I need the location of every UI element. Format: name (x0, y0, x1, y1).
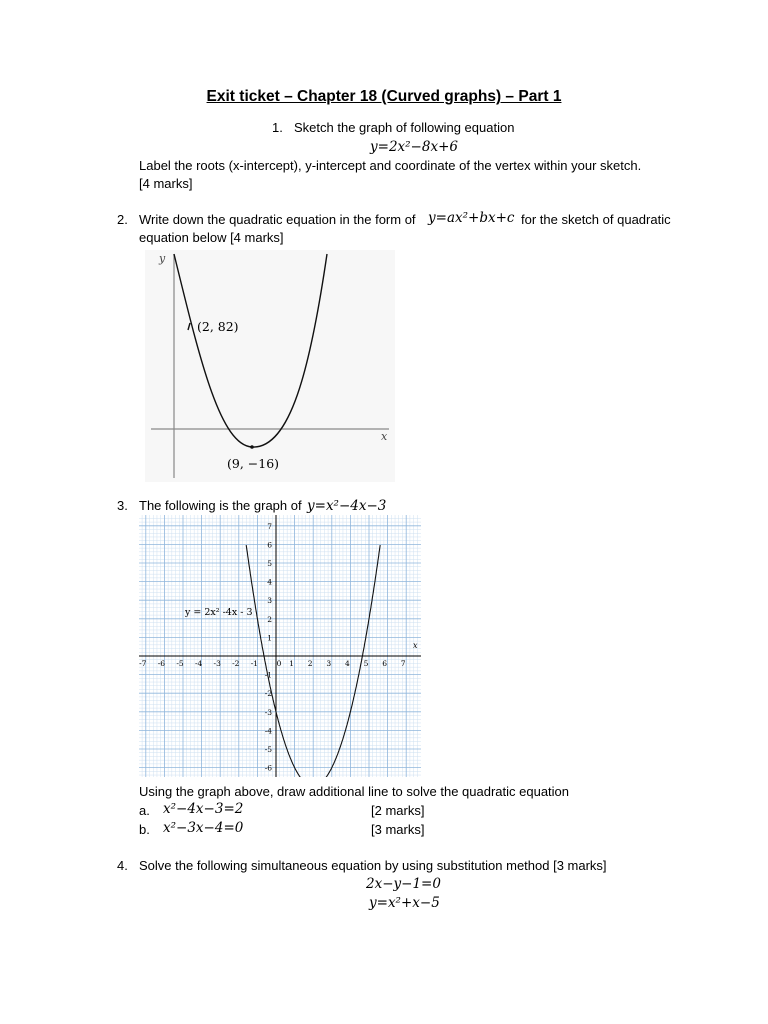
q3b-equation: x²−3x−4=0 (163, 820, 244, 836)
q3-x-tick-label: -5 (176, 659, 184, 668)
q3-x-tick-label: 1 (289, 659, 294, 668)
q3-x-tick-label: 4 (345, 659, 350, 668)
q3-x-tick-label: 7 (400, 659, 406, 668)
q3-graph-paper (139, 515, 421, 777)
q3-x-tick-label: 6 (382, 659, 387, 668)
q3-curve-label: y = 2x² -4x - 3 (185, 607, 253, 618)
q1-prompt: Sketch the graph of following equation (294, 120, 515, 135)
q4-prompt: Solve the following simultaneous equation by using substitution method [3 marks] (139, 858, 607, 873)
q2-sketch-graph (145, 250, 395, 482)
q2-prompt-start: Write down the quadratic equation in the form of (139, 212, 416, 227)
q2-prompt-end: for the sketch of quadratic (521, 212, 671, 227)
q3-x-tick-label: -1 (250, 659, 259, 668)
q2-number: 2. (117, 212, 128, 227)
q3a-equation: x²−4x−3=2 (163, 801, 244, 817)
q3-y-tick-label: 2 (267, 614, 272, 624)
q4-number: 4. (117, 858, 128, 873)
q2-vertex-label: (9, −16) (227, 456, 280, 471)
q3a-marks: [2 marks] (371, 803, 425, 818)
q2-prompt-continued: equation below [4 marks] (139, 230, 284, 245)
q3-x-tick-label: -7 (139, 659, 147, 668)
q3-y-tick-label: 7 (267, 521, 272, 531)
q3b-label: b. (139, 822, 150, 837)
q3-number: 3. (117, 498, 128, 513)
q2-y-label: y (159, 252, 166, 265)
q3-equation: y=x²−4x−3 (307, 498, 387, 514)
q3-y-tick-label: -2 (264, 689, 272, 699)
q3-y-tick-label: -1 (264, 670, 272, 680)
q3-y-tick-label: 3 (267, 596, 272, 606)
page-title: Exit ticket – Chapter 18 (Curved graphs) – Part 1 (206, 88, 562, 105)
q3-y-tick-label: 5 (267, 559, 272, 568)
q3-y-tick-label: -4 (264, 726, 272, 736)
q4-equation-1: 2x−y−1=0 (366, 876, 441, 892)
q3a-label: a. (139, 803, 150, 818)
q2-x-label: x (381, 430, 388, 443)
q3-y-tick-label: 1 (267, 633, 272, 643)
q3-x-tick-label: -6 (157, 659, 166, 668)
q1-instruction: Label the roots (x-intercept), y-intercept and coordinate of the vertex within your sketch. (139, 158, 642, 173)
q2-point-label: (2, 82) (197, 319, 239, 334)
q3-y-tick-label: 6 (267, 540, 272, 550)
q3-instruction: Using the graph above, draw additional line to solve the quadratic equation (139, 784, 570, 799)
q3-x-tick-label: 2 (307, 659, 313, 668)
q3b-marks: [3 marks] (371, 822, 425, 837)
q3-prompt: The following is the graph of (139, 498, 302, 513)
q3-x-tick-label: -2 (232, 659, 240, 668)
q3-y-tick-label: -3 (264, 707, 272, 717)
q4-equation-2: y=x²+x−5 (369, 895, 440, 911)
q3-x-tick-label: 3 (326, 659, 332, 668)
q3-x-tick-label: -4 (194, 659, 203, 668)
q3-x-tick-label: 5 (363, 659, 369, 668)
q1-marks: [4 marks] (139, 176, 193, 191)
q3-y-tick-label: 4 (267, 577, 272, 587)
q1-equation: y=2x²−8x+6 (370, 139, 458, 155)
q2-form-equation: y=ax²+bx+c (428, 210, 515, 226)
q2-vertex-point (250, 445, 254, 449)
q3-y-tick-label: -6 (264, 763, 272, 773)
q1-number: 1. (272, 120, 283, 135)
q3-x-tick-label: 0 (276, 659, 282, 668)
q3-x-tick-label: -3 (213, 659, 221, 668)
q3-y-tick-label: -5 (264, 745, 272, 754)
q3-x-label: x (413, 641, 418, 650)
